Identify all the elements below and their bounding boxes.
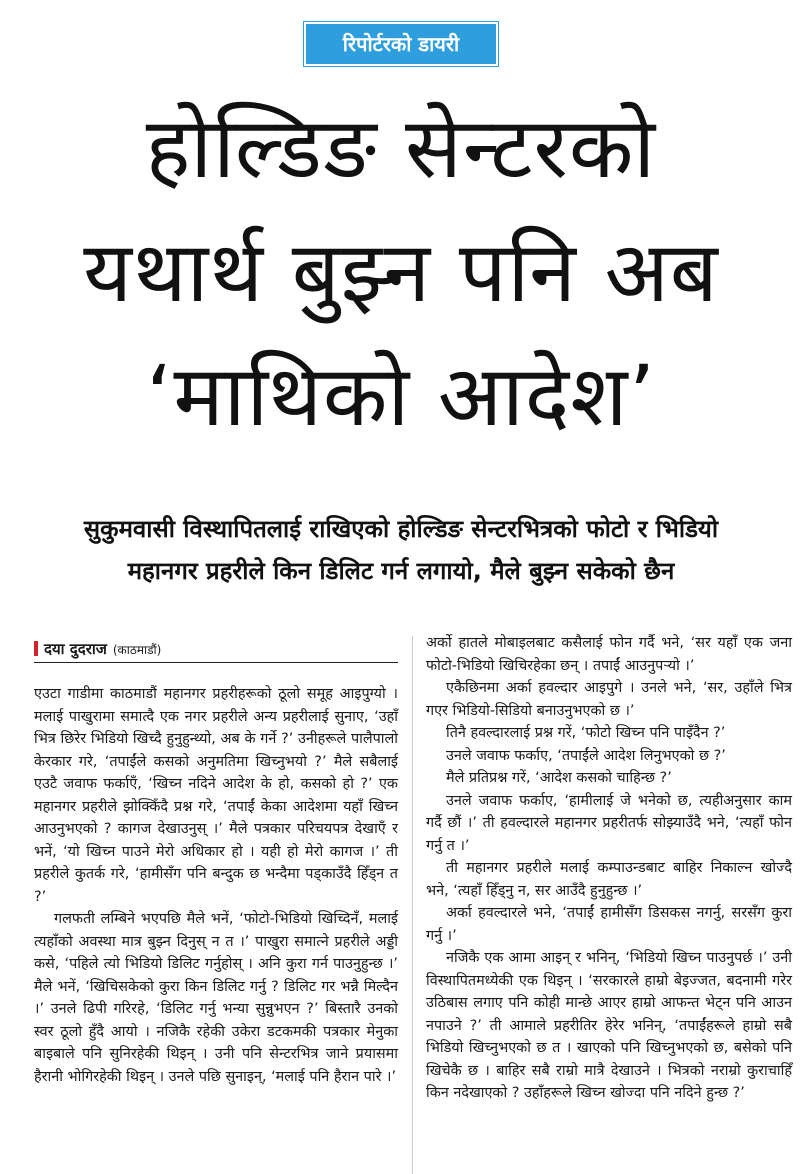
subheadline-line-2: महानगर प्रहरीले किन डिलिट गर्न लगायो, मैले बुझ्न सकेको छैन [127,557,675,585]
column-divider [412,636,413,1174]
paragraph: नजिकै एक आमा आइन् र भनिन्, ‘भिडियो खिच्न पाउनुपर्छ ।’ उनी विस्थापितमध्येकी एक थिइन् । ‘सरकारले हाम्रो बेइज्जत, बदनामी गरेर उठिबास लगाए पनि कोही मान्छे आएर हाम्रो आफन्त भेट्न पनि आउन नपाउने ?’ ती आमाले प्रहरीतिर हेरेर भनिन्, ‘तपाईंहरूले हाम्रो सबै भिडियो खिच्नुभएको छ त । खाएको पनि खिच्नुभएको छ, बसेको पनि खिचेकै छ । बाहिर सबै राम्रो मात्रै देखाउने । भित्रको नराम्रो कुराचाहिँ किन नदेखाएको ? उहाँहरूले खिच्न खोज्दा पनि नदिने हुन्छ ?’ [426,950,792,1101]
subheadline [10,508,792,592]
paragraph: अर्का हवल्दारले भने, ‘तपाईं हामीसँग डिसकस नगर्नु, सरसँग कुरा गर्नु ।’ [426,905,792,944]
author-location: (काठमाडौं) [112,643,162,657]
byline [34,636,398,663]
paragraph: उनले जवाफ फर्काए, ‘हामीलाई जे भनेको छ, त्यहीअनुसार काम गर्दै छौं ।’ ती हवल्दारले महानगर प्रहरीतर्फ सोझ्याउँदै भने, ‘त्यहाँ फोन गर्नु त ।’ [426,792,792,854]
paragraph: मैले प्रतिप्रश्न गरें, ‘आदेश कसको चाहिन्छ ?’ [446,770,672,786]
paragraph: ती महानगर प्रहरीले मलाई कम्पाउन्डबाट बाहिर निकाल्न खोज्दै भने, ‘त्यहाँ हिँड्नु न, सर आउँदै हुनुहुन्छ ।’ [426,860,792,899]
paragraph: एउटा गाडीमा काठमाडौं महानगर प्रहरीहरूको ठूलो समूह आइपुग्यो । मलाई पाखुरामा समात्दै एक नगर प्रहरीले अन्य प्रहरीलाई सुनाए, ‘उहाँ भित्र छिरेर भिडियो खिच्दै हुनुहुन्थ्यो, अब के गर्ने ?’ उनीहरूले पालैपालो केरकार गरे, ‘तपाईंले कसको अनुमतिमा खिच्नुभयो ?’ मैले सबैलाई एउटै जवाफ फर्काएँ, ‘खिच्न नदिने आदेश के हो, कसको हो ?’ एक महानगर प्रहरीले झोक्किँदै प्रश्न गरे, ‘तपाईं केका आदेशमा यहाँ खिच्न आउनुभएको ? कागज देखाउनुस् ।’ मैले पत्रकार परिचयपत्र देखाएँ र भनें, ‘यो खिच्न पाउने मेरो अधिकार हो । यही हो मेरो कागज ।’ ती प्रहरीले कुतर्क गरे, ‘हामीसँग पनि बन्दुक छ भन्दैमा पड्काउँदै हिँड्न त ?’ [34,686,398,905]
article-column-left [34,636,398,1088]
byline-marker [34,641,38,656]
headline-line-2: यथार्थ बुझ्न पनि अब [83,223,719,321]
paragraph: गलफती लम्बिने भएपछि मैले भनें, ‘फोटो-भिडियो खिच्दिनँ, मलाई त्यहाँको अवस्था मात्र बुझ्न दिनुस् न त ।’ पाखुरा समात्ने प्रहरीले अड्डी कसे, ‘पहिले त्यो भिडियो डिलिट गर्नुहोस् । अनि कुरा गर्न पाउनुहुन्छ ।’ मैले भनें, ‘खिचिसकेको कुरा किन डिलिट गर्नु ? डिलिट गर भन्नै मिल्दैन ।’ उनले ढिपी गरिरहे, ‘डिलिट गर्नु भन्या सुन्नुभएन ?’ बिस्तारै उनको स्वर ठूलो हुँदै आयो । नजिकै रहेकी उकेरा डटकमकी पत्रकार मेनुका बाइबाले पनि सुनिरहेकी थिइन् । उनी पनि सेन्टरभित्र जाने प्रयासमा हैरानी भोगिरहेकी थिइन् । उनले पछि सुनाइन्, ‘मलाई पनि हैरान पारे ।’ [34,911,398,1085]
paragraph: तिनै हवल्दारलाई प्रश्न गरें, ‘फोटो खिच्न पनि पाइँदैन ?’ [446,725,726,741]
headline-line-3: ‘माथिको आदेश’ [145,347,657,445]
headline [20,86,782,458]
paragraph: अर्को हातले मोबाइलबाट कसैलाई फोन गर्दै भने, ‘सर यहाँ एक जना फोटो-भिडियो खिचिरहेका छन् । तपाईं आउनुपऱ्यो ।’ [426,635,792,674]
author-name: दया दुदराज [44,640,107,658]
paragraph: एकैछिनमा अर्का हवल्दार आइपुगे । उनले भने, ‘सर, उहाँले भित्र गएर भिडियो-सिडियो बनाउनुभएको छ ।’ [426,680,792,719]
paragraph: उनले जवाफ फर्काए, ‘तपाईंले आदेश लिनुभएको छ ?’ [446,747,726,764]
section-badge: रिपोर्टरको डायरी [304,22,498,66]
headline-line-1: होल्डिङ सेन्टरको [145,99,657,197]
article-column-right [426,632,792,1105]
subheadline-line-1: सुकुमवासी विस्थापितलाई राखिएको होल्डिङ सेन्टरभित्रको फोटो र भिडियो [83,515,719,543]
